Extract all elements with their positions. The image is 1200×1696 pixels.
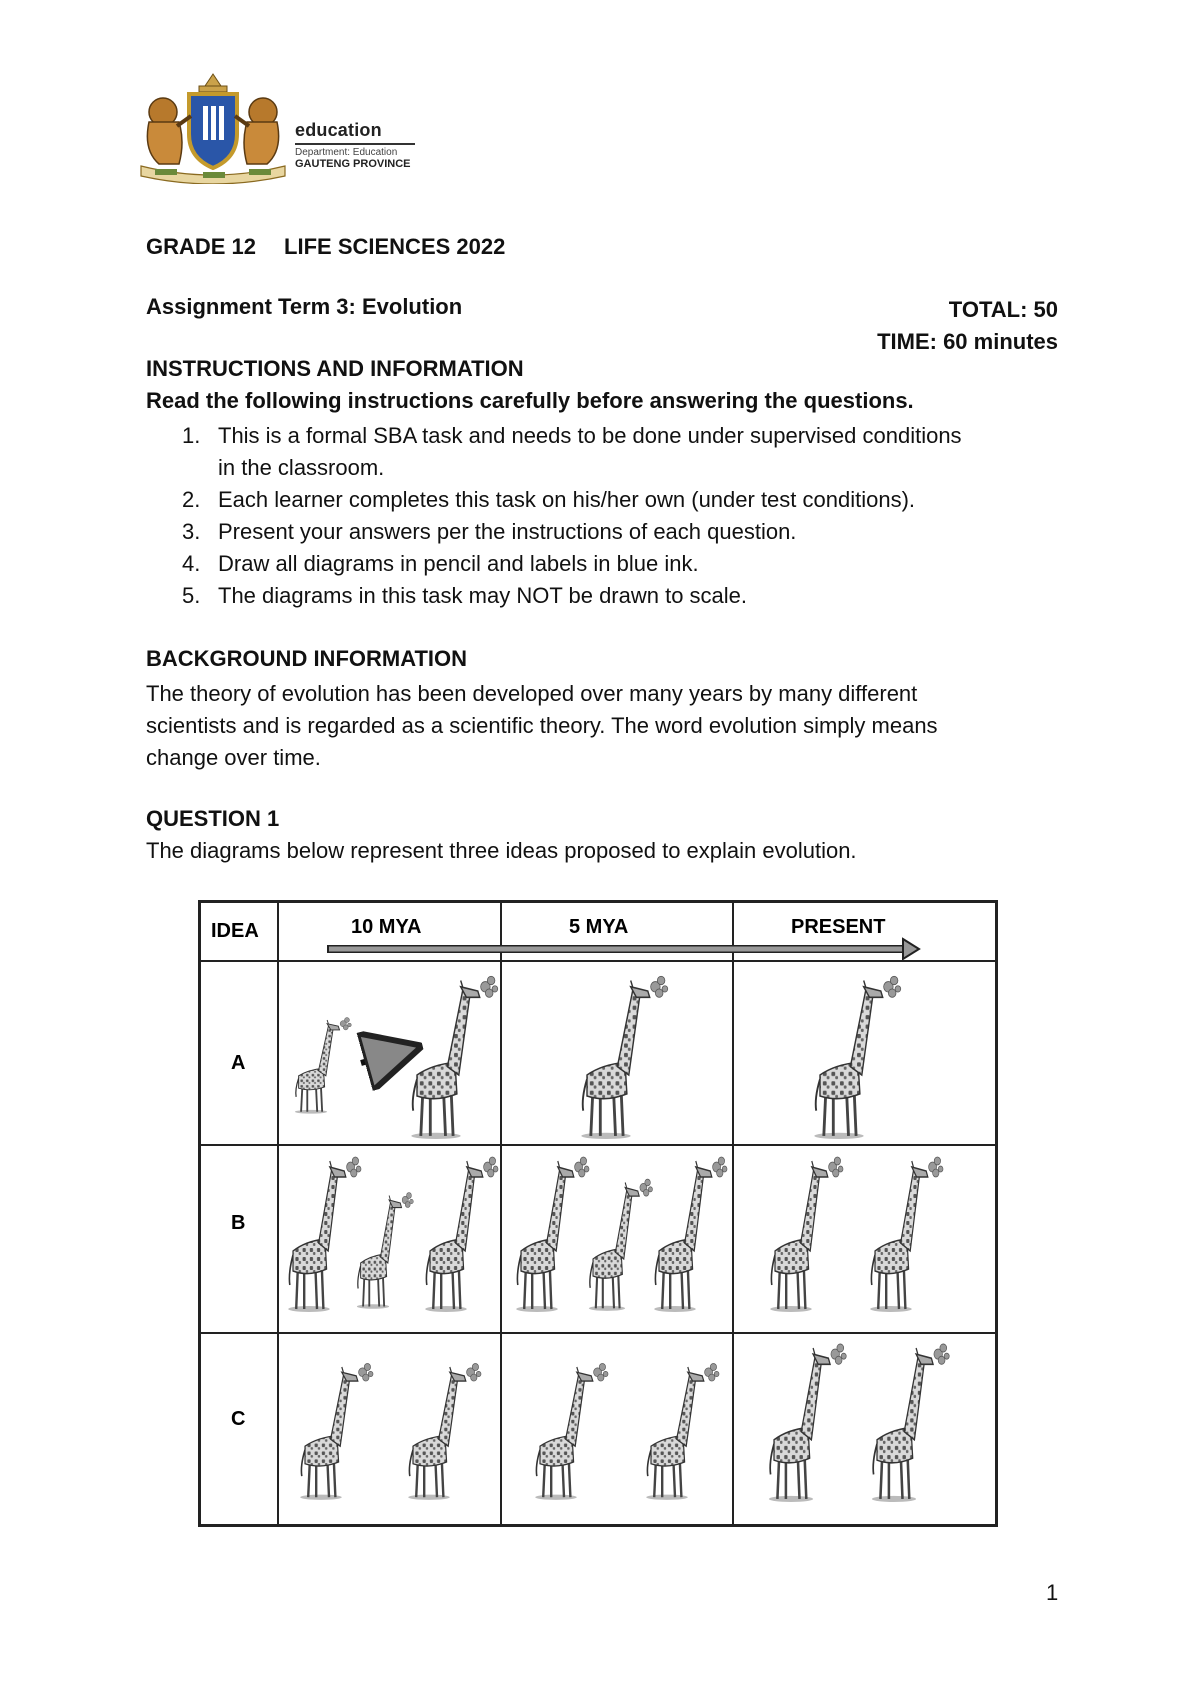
giraffe-tall [770, 1157, 843, 1312]
change-arrow [361, 1049, 411, 1063]
list-item [146, 580, 1076, 612]
giraffe-tall [425, 1157, 498, 1312]
list-number: 2. [182, 487, 201, 512]
logo-department: Department: Education [295, 146, 398, 158]
list-text: Draw all diagrams in pencil and labels in blue ink. [218, 551, 699, 576]
list-text: This is a formal SBA task and needs to be done under supervised conditions [218, 423, 962, 448]
header-time: 5 MYA [569, 916, 629, 938]
paragraph-line: scientists and is regarded as a scientific theory. The word evolution simply means [146, 713, 938, 738]
row-c-giraffes [300, 1344, 949, 1502]
giraffe-tall [814, 976, 900, 1139]
giraffe-medium [300, 1363, 373, 1499]
page-number: 1 [1046, 1580, 1059, 1605]
list-text: Present your answers per the instructions of each question. [218, 519, 797, 544]
giraffe-medium [535, 1363, 608, 1499]
header-time: 10 MYA [351, 916, 422, 938]
list-item [146, 420, 1076, 484]
question-1-heading: QUESTION 1 [146, 806, 280, 831]
assignment-meta [877, 294, 1058, 358]
list-number: 1. [182, 423, 201, 448]
evolution-table-figure [201, 903, 995, 1524]
giraffe-tall [870, 1157, 943, 1312]
paragraph-line: The theory of evolution has been developed over many years by many different [146, 681, 918, 706]
giraffe-medium [646, 1363, 719, 1499]
logo-text [295, 120, 415, 170]
list-item [146, 484, 1076, 516]
row-a-giraffes [295, 976, 901, 1139]
evolution-ideas-table [198, 900, 998, 1527]
list-item [146, 548, 1076, 580]
grade-label: GRADE 12 [146, 234, 257, 259]
total-marks: TOTAL: 50 [948, 297, 1058, 322]
list-text: The diagrams in this task may NOT be drawn to scale. [218, 583, 748, 608]
list-number: 4. [182, 551, 201, 576]
giraffe-tall [769, 1344, 846, 1502]
list-item [146, 516, 1076, 548]
coat-of-arms-icon [133, 72, 293, 184]
logo-province: GAUTENG PROVINCE [295, 157, 411, 170]
giraffe-tall [288, 1157, 361, 1312]
giraffe-medium [408, 1363, 481, 1499]
giraffe-tall [654, 1157, 727, 1312]
row-label: B [231, 1212, 246, 1234]
paragraph-line: change over time. [146, 745, 321, 770]
giraffe-short [589, 1179, 653, 1311]
row-label: C [231, 1408, 246, 1430]
list-number: 5. [182, 583, 201, 608]
row-label: A [231, 1052, 246, 1074]
assignment-title: Assignment Term 3: Evolution [146, 294, 463, 319]
header-idea: IDEA [211, 920, 259, 942]
logo-divider [295, 143, 415, 145]
instructions-heading: INSTRUCTIONS AND INFORMATION [146, 356, 524, 381]
list-text: Each learner completes this task on his/her own (under test conditions). [218, 487, 916, 512]
background-paragraph [146, 678, 1046, 774]
giraffe-short [357, 1193, 413, 1309]
list-number: 3. [182, 519, 201, 544]
time-allowed: TIME: 60 minutes [877, 329, 1058, 354]
subject-label: LIFE SCIENCES 2022 [284, 234, 506, 259]
list-text: in the classroom. [218, 455, 385, 480]
instructions-subheading: Read the following instructions carefully before answering the questions. [146, 388, 914, 413]
header-time: PRESENT [791, 916, 886, 938]
row-b-giraffes [288, 1157, 943, 1312]
instructions-list [146, 420, 1076, 612]
giraffe-tall [411, 976, 497, 1139]
giraffe-tall [516, 1157, 589, 1312]
timeline-arrowhead [903, 939, 919, 959]
giraffe-short [295, 1018, 351, 1114]
giraffe-tall [872, 1344, 949, 1502]
question-1-text: The diagrams below represent three ideas proposed to explain evolution. [146, 838, 857, 863]
background-heading: BACKGROUND INFORMATION [146, 646, 468, 671]
page-title [146, 234, 505, 260]
giraffe-tall [581, 976, 667, 1139]
logo-word: education [295, 120, 382, 140]
